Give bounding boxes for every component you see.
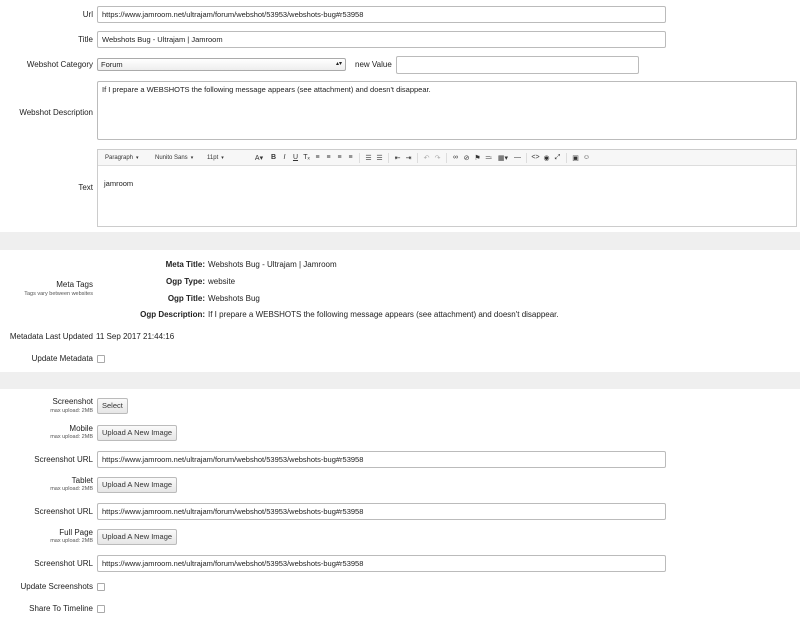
screenshot-label: Screenshot	[52, 397, 93, 406]
meta-value: Webshots Bug	[208, 294, 260, 303]
max-upload-note: max upload: 2MB	[50, 408, 93, 414]
code-icon[interactable]: <>	[531, 154, 540, 161]
caret-down-icon: ▾	[190, 154, 194, 161]
tablet-url-input[interactable]: https://www.jamroom.net/ultrajam/forum/webshot/53953/webshots-bug#r53958	[97, 503, 666, 520]
indent-icon[interactable]: ⇥	[405, 154, 412, 162]
max-upload-note: max upload: 2MB	[50, 434, 93, 440]
format-dropdown[interactable]: Paragraph ▾	[105, 154, 139, 161]
category-selected: Forum	[101, 60, 123, 69]
description-textarea[interactable]: If I prepare a WEBSHOTS the following message appears (see attachment) and doesn't disappear.	[97, 81, 797, 140]
editor-content[interactable]: jamroom	[104, 179, 134, 188]
fullpage-url-label: Screenshot URL	[34, 559, 93, 568]
link-icon[interactable]: ∞	[453, 154, 458, 161]
align-right-icon[interactable]: ≡	[337, 154, 342, 161]
tablet-url-label: Screenshot URL	[34, 507, 93, 516]
meta-key: Ogp Type:	[166, 277, 205, 286]
category-label: Webshot Category	[26, 60, 93, 69]
section-divider	[0, 232, 800, 250]
updown-icon: ▴▾	[335, 61, 342, 67]
meta-tags-label: Meta Tags	[56, 280, 93, 289]
metadata-updated-value: 11 Sep 2017 21:44:16	[96, 332, 175, 341]
bookmark-icon[interactable]: ⚑	[474, 154, 481, 162]
meta-key: Ogp Title:	[167, 294, 205, 303]
max-upload-note: max upload: 2MB	[50, 486, 93, 492]
description-label: Webshot Description	[19, 108, 93, 117]
update-metadata-label: Update Metadata	[31, 354, 93, 363]
hr-icon[interactable]: —	[514, 154, 521, 161]
horizontal-rule-icon[interactable]: ≕	[485, 154, 492, 162]
outdent-icon[interactable]: ⇤	[394, 154, 401, 162]
new-value-input[interactable]	[396, 56, 639, 74]
category-select[interactable]	[97, 58, 346, 71]
title-label: Title	[78, 35, 93, 44]
unlink-icon[interactable]: ⊘	[463, 154, 470, 162]
share-timeline-label: Share To Timeline	[29, 604, 93, 613]
text-label: Text	[78, 183, 93, 192]
clear-format-icon[interactable]: Tₓ	[303, 154, 310, 161]
section-divider	[0, 372, 800, 389]
size-dropdown[interactable]: 11pt ▾	[207, 154, 224, 161]
align-center-icon[interactable]: ≡	[326, 154, 331, 161]
share-timeline-checkbox[interactable]	[97, 605, 105, 613]
url-input[interactable]: https://www.jamroom.net/ultrajam/forum/webshot/53953/webshots-bug#r53958	[97, 6, 666, 23]
text-color-icon[interactable]: A▾	[254, 154, 264, 162]
editor-toolbar	[98, 150, 796, 166]
bullet-list-icon[interactable]: ☰	[365, 154, 372, 162]
update-metadata-checkbox[interactable]	[97, 355, 105, 363]
redo-icon[interactable]: ↷	[434, 154, 441, 162]
numbered-list-icon[interactable]: ☰	[376, 154, 383, 162]
mobile-url-input[interactable]: https://www.jamroom.net/ultrajam/forum/webshot/53953/webshots-bug#r53958	[97, 451, 666, 468]
meta-key: Meta Title:	[165, 260, 205, 269]
update-screenshots-label: Update Screenshots	[20, 582, 93, 591]
italic-icon[interactable]: I	[283, 154, 286, 161]
upload-mobile-button[interactable]: Upload A New Image	[97, 425, 177, 441]
table-icon[interactable]: ▦▾	[497, 154, 509, 162]
update-screenshots-checkbox[interactable]	[97, 583, 105, 591]
caret-down-icon: ▾	[136, 154, 139, 161]
upload-tablet-button[interactable]: Upload A New Image	[97, 477, 177, 493]
fullscreen-icon[interactable]: ⤢	[554, 153, 561, 161]
select-screenshot-button[interactable]: Select	[97, 398, 128, 414]
media-icon[interactable]: ▣	[572, 154, 579, 162]
align-left-icon[interactable]: ≡	[315, 154, 320, 161]
emoticon-icon[interactable]: ☺	[582, 154, 591, 161]
meta-value: Webshots Bug - Ultrajam | Jamroom	[208, 260, 337, 269]
mobile-label: Mobile	[69, 424, 93, 433]
meta-value: website	[208, 277, 236, 286]
meta-value: If I prepare a WEBSHOTS the following message appears (see attachment) and doesn't disappear.	[208, 310, 559, 319]
underline-icon[interactable]: U	[292, 154, 299, 161]
align-justify-icon[interactable]: ≡	[348, 154, 353, 161]
font-dropdown[interactable]: Nunito Sans ▾	[155, 154, 194, 161]
meta-tags-sub: Tags vary between websites	[24, 291, 93, 297]
preview-icon[interactable]: ◉	[543, 154, 550, 162]
metadata-updated-label: Metadata Last Updated	[9, 332, 93, 341]
max-upload-note: max upload: 2MB	[50, 538, 93, 544]
bold-icon[interactable]: B	[270, 154, 277, 161]
meta-key: Ogp Description:	[140, 310, 205, 319]
title-input[interactable]: Webshots Bug - Ultrajam | Jamroom	[97, 31, 666, 48]
upload-fullpage-button[interactable]: Upload A New Image	[97, 529, 177, 545]
mobile-url-label: Screenshot URL	[34, 455, 93, 464]
undo-icon[interactable]: ↶	[423, 154, 430, 162]
fullpage-label: Full Page	[59, 528, 93, 537]
rich-text-editor[interactable]	[97, 149, 797, 227]
fullpage-url-input[interactable]: https://www.jamroom.net/ultrajam/forum/webshot/53953/webshots-bug#r53958	[97, 555, 666, 572]
tablet-label: Tablet	[71, 476, 93, 485]
url-label: Url	[82, 10, 93, 19]
caret-down-icon: ▾	[221, 154, 224, 161]
new-value-label: new Value	[355, 60, 392, 69]
